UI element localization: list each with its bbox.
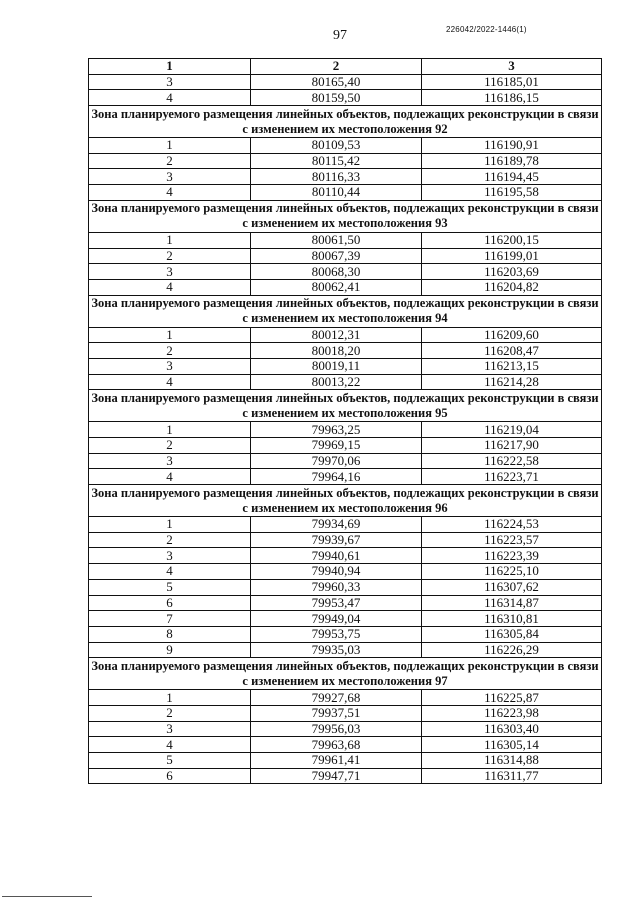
table-row [89,532,602,548]
column-header-y: 3 [422,59,602,75]
document-id: 226042/2022-1446(1) [446,25,527,34]
x-coordinate-cell: 79964,16 [251,469,422,485]
y-coordinate-cell: 116208,47 [422,343,602,359]
table-row [89,595,602,611]
zone-heading: Зона планируемого размещения линейных объектов, подлежащих реконструкции в связи с изменением их местоположения 95 [89,390,602,422]
point-number-cell: 4 [89,469,251,485]
point-number-cell: 4 [89,90,251,106]
x-coordinate-cell: 79947,71 [251,768,422,784]
y-coordinate-cell: 116224,53 [422,517,602,533]
table-row [89,517,602,533]
point-number-cell: 2 [89,248,251,264]
page-number: 97 [333,28,347,43]
y-coordinate-cell: 116195,58 [422,185,602,201]
table-row [89,548,602,564]
x-coordinate-cell: 80115,42 [251,153,422,169]
y-coordinate-cell: 116303,40 [422,721,602,737]
point-number-cell: 3 [89,169,251,185]
point-number-cell: 1 [89,690,251,706]
table-row [89,169,602,185]
x-coordinate-cell: 80067,39 [251,248,422,264]
y-coordinate-cell: 116213,15 [422,358,602,374]
point-number-cell: 1 [89,327,251,343]
table-row [89,611,602,627]
y-coordinate-cell: 116199,01 [422,248,602,264]
point-number-cell: 3 [89,453,251,469]
point-number-cell: 4 [89,279,251,295]
point-number-cell: 4 [89,564,251,580]
x-coordinate-cell: 80019,11 [251,358,422,374]
table-row [89,153,602,169]
x-coordinate-cell: 80013,22 [251,374,422,390]
x-coordinate-cell: 79963,25 [251,422,422,438]
point-number-cell: 1 [89,517,251,533]
y-coordinate-cell: 116209,60 [422,327,602,343]
table-row [89,185,602,201]
table-row [89,138,602,154]
x-coordinate-cell: 79940,94 [251,564,422,580]
x-coordinate-cell: 79970,06 [251,453,422,469]
table-row [89,232,602,248]
point-number-cell: 1 [89,422,251,438]
x-coordinate-cell: 79960,33 [251,579,422,595]
table-row [89,705,602,721]
zone-heading-row [89,200,602,232]
x-coordinate-cell: 80061,50 [251,232,422,248]
table-row [89,737,602,753]
x-coordinate-cell: 79939,67 [251,532,422,548]
x-coordinate-cell: 80110,44 [251,185,422,201]
table-header-row [89,59,602,75]
table-row [89,74,602,90]
x-coordinate-cell: 80068,30 [251,264,422,280]
x-coordinate-cell: 79953,75 [251,626,422,642]
y-coordinate-cell: 116223,57 [422,532,602,548]
table-row [89,626,602,642]
table-row [89,422,602,438]
point-number-cell: 3 [89,548,251,564]
point-number-cell: 2 [89,343,251,359]
y-coordinate-cell: 116314,87 [422,595,602,611]
table-row [89,564,602,580]
y-coordinate-cell: 116190,91 [422,138,602,154]
x-coordinate-cell: 80159,50 [251,90,422,106]
y-coordinate-cell: 116226,29 [422,642,602,658]
table-row [89,469,602,485]
y-coordinate-cell: 116186,15 [422,90,602,106]
table-row [89,358,602,374]
zone-heading-row [89,485,602,517]
point-number-cell: 4 [89,374,251,390]
point-number-cell: 4 [89,737,251,753]
point-number-cell: 3 [89,74,251,90]
point-number-cell: 3 [89,358,251,374]
point-number-cell: 4 [89,185,251,201]
zone-heading-row [89,106,602,138]
point-number-cell: 5 [89,753,251,769]
point-number-cell: 7 [89,611,251,627]
y-coordinate-cell: 116222,58 [422,453,602,469]
point-number-cell: 3 [89,264,251,280]
y-coordinate-cell: 116203,69 [422,264,602,280]
point-number-cell: 9 [89,642,251,658]
x-coordinate-cell: 79935,03 [251,642,422,658]
y-coordinate-cell: 116307,62 [422,579,602,595]
table-row [89,90,602,106]
y-coordinate-cell: 116225,10 [422,564,602,580]
point-number-cell: 5 [89,579,251,595]
x-coordinate-cell: 79956,03 [251,721,422,737]
y-coordinate-cell: 116217,90 [422,438,602,454]
x-coordinate-cell: 79934,69 [251,517,422,533]
y-coordinate-cell: 116311,77 [422,768,602,784]
y-coordinate-cell: 116314,88 [422,753,602,769]
zone-heading: Зона планируемого размещения линейных объектов, подлежащих реконструкции в связи с изменением их местоположения 92 [89,106,602,138]
y-coordinate-cell: 116194,45 [422,169,602,185]
table-row [89,768,602,784]
y-coordinate-cell: 116223,71 [422,469,602,485]
table-row [89,279,602,295]
y-coordinate-cell: 116200,15 [422,232,602,248]
x-coordinate-cell: 79937,51 [251,705,422,721]
zone-heading: Зона планируемого размещения линейных объектов, подлежащих реконструкции в связи с изменением их местоположения 93 [89,200,602,232]
y-coordinate-cell: 116305,84 [422,626,602,642]
point-number-cell: 6 [89,768,251,784]
zone-heading: Зона планируемого размещения линейных объектов, подлежащих реконструкции в связи с изменением их местоположения 97 [89,658,602,690]
x-coordinate-cell: 79949,04 [251,611,422,627]
y-coordinate-cell: 116189,78 [422,153,602,169]
point-number-cell: 2 [89,153,251,169]
table-row [89,721,602,737]
table-row [89,453,602,469]
y-coordinate-cell: 116223,98 [422,705,602,721]
x-coordinate-cell: 80062,41 [251,279,422,295]
point-number-cell: 2 [89,532,251,548]
table-row [89,343,602,359]
table-row [89,753,602,769]
y-coordinate-cell: 116214,28 [422,374,602,390]
zone-heading-row [89,390,602,422]
zone-heading: Зона планируемого размещения линейных объектов, подлежащих реконструкции в связи с изменением их местоположения 94 [89,295,602,327]
table-row [89,327,602,343]
y-coordinate-cell: 116310,81 [422,611,602,627]
point-number-cell: 1 [89,138,251,154]
table-row [89,374,602,390]
x-coordinate-cell: 80109,53 [251,138,422,154]
table-row [89,579,602,595]
x-coordinate-cell: 79940,61 [251,548,422,564]
point-number-cell: 6 [89,595,251,611]
y-coordinate-cell: 116225,87 [422,690,602,706]
y-coordinate-cell: 116219,04 [422,422,602,438]
coordinates-table-body [89,59,602,784]
y-coordinate-cell: 116185,01 [422,74,602,90]
table-row [89,690,602,706]
x-coordinate-cell: 80018,20 [251,343,422,359]
footer-line [2,896,92,897]
column-header-x: 2 [251,59,422,75]
y-coordinate-cell: 116223,39 [422,548,602,564]
table-row [89,438,602,454]
table-row [89,264,602,280]
x-coordinate-cell: 80165,40 [251,74,422,90]
x-coordinate-cell: 80012,31 [251,327,422,343]
point-number-cell: 2 [89,438,251,454]
zone-heading-row [89,658,602,690]
point-number-cell: 1 [89,232,251,248]
zone-heading: Зона планируемого размещения линейных объектов, подлежащих реконструкции в связи с изменением их местоположения 96 [89,485,602,517]
coordinates-table [88,58,602,784]
point-number-cell: 2 [89,705,251,721]
point-number-cell: 8 [89,626,251,642]
table-row [89,248,602,264]
zone-heading-row [89,295,602,327]
x-coordinate-cell: 80116,33 [251,169,422,185]
y-coordinate-cell: 116305,14 [422,737,602,753]
x-coordinate-cell: 79953,47 [251,595,422,611]
table-row [89,642,602,658]
x-coordinate-cell: 79927,68 [251,690,422,706]
x-coordinate-cell: 79963,68 [251,737,422,753]
point-number-cell: 3 [89,721,251,737]
column-header-number: 1 [89,59,251,75]
x-coordinate-cell: 79969,15 [251,438,422,454]
x-coordinate-cell: 79961,41 [251,753,422,769]
y-coordinate-cell: 116204,82 [422,279,602,295]
